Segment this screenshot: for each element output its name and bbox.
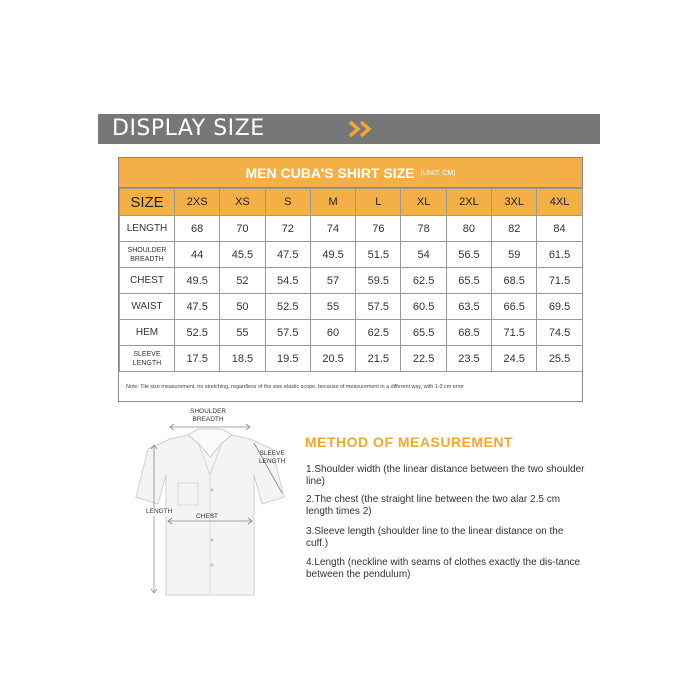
chest-label: CHEST — [196, 513, 219, 520]
method-title: METHOD OF MEASUREMENT — [305, 434, 514, 450]
table-cell: 49.5 — [175, 268, 220, 294]
size-header-cell: M — [310, 189, 355, 216]
table-cell: 55 — [310, 294, 355, 320]
table-cell: 23.5 — [446, 346, 491, 372]
table-cell: 63.5 — [446, 294, 491, 320]
table-cell: 49.5 — [310, 242, 355, 268]
row-label: CHEST — [120, 268, 175, 294]
table-cell: 71.5 — [492, 320, 537, 346]
table-cell: 76 — [356, 216, 401, 242]
size-chart-title-text: MEN CUBA'S SHIRT SIZE — [245, 165, 415, 181]
table-row — [120, 268, 583, 294]
table-cell: 59 — [492, 242, 537, 268]
table-cell: 68 — [175, 216, 220, 242]
size-chart-title — [119, 158, 582, 188]
table-cell: 52.5 — [265, 294, 310, 320]
table-cell: 47.5 — [265, 242, 310, 268]
size-header-cell: 4XL — [537, 189, 582, 216]
table-cell: 54.5 — [265, 268, 310, 294]
table-cell: 68.5 — [492, 268, 537, 294]
row-label: WAIST — [120, 294, 175, 320]
table-cell: 54 — [401, 242, 446, 268]
row-label: LENGTH — [120, 216, 175, 242]
table-cell: 44 — [175, 242, 220, 268]
table-cell: 84 — [537, 216, 582, 242]
method-item-chest: 2.The chest (the straight line between the two alar 2.5 cm length times 2) — [306, 494, 561, 517]
table-cell: 52.5 — [175, 320, 220, 346]
table-cell: 61.5 — [537, 242, 582, 268]
size-header-cell: L — [356, 189, 401, 216]
table-row — [120, 216, 583, 242]
size-header-cell: S — [265, 189, 310, 216]
table-row — [120, 320, 583, 346]
table-cell: 50 — [220, 294, 265, 320]
length-label: LENGTH — [146, 508, 173, 515]
table-cell: 69.5 — [537, 294, 582, 320]
table-cell: 82 — [492, 216, 537, 242]
table-cell: 51.5 — [356, 242, 401, 268]
table-cell: 24.5 — [492, 346, 537, 372]
table-cell: 62.5 — [356, 320, 401, 346]
table-cell: 66.5 — [492, 294, 537, 320]
size-header-cell: 2XL — [446, 189, 491, 216]
table-row — [120, 294, 583, 320]
row-label: SLEEVE LENGTH — [120, 346, 175, 372]
method-item-shoulder: 1.Shoulder width (the linear distance between the two shoulder line) — [306, 464, 585, 487]
shirt-diagram — [130, 405, 290, 605]
method-item-sleeve: 3.Sleeve length (shoulder line to the linear distance on the cuff.) — [306, 526, 564, 549]
table-cell: 72 — [265, 216, 310, 242]
size-header-cell: 2XS — [175, 189, 220, 216]
table-cell: 57 — [310, 268, 355, 294]
double-chevron-right-icon — [348, 121, 378, 137]
table-cell: 52 — [220, 268, 265, 294]
table-cell: 56.5 — [446, 242, 491, 268]
table-row — [120, 346, 583, 372]
banner-title: DISPLAY SIZE — [112, 116, 265, 141]
size-header-cell: XS — [220, 189, 265, 216]
table-cell: 71.5 — [537, 268, 582, 294]
table-cell: 70 — [220, 216, 265, 242]
table-cell: 65.5 — [401, 320, 446, 346]
table-cell: 21.5 — [356, 346, 401, 372]
table-cell: 80 — [446, 216, 491, 242]
table-cell: 68.5 — [446, 320, 491, 346]
table-cell: 57.5 — [356, 294, 401, 320]
sleeve-length-label: SLEEVE LENGTH — [259, 450, 286, 465]
table-cell: 17.5 — [175, 346, 220, 372]
table-cell: 47.5 — [175, 294, 220, 320]
shirt-illustration — [130, 405, 290, 605]
table-row — [120, 242, 583, 268]
row-label: HEM — [120, 320, 175, 346]
size-header-cell: 3XL — [492, 189, 537, 216]
table-cell: 20.5 — [310, 346, 355, 372]
method-item-length: 4.Length (neckline with seams of clothes exactly the dis-tance between the pendulum) — [306, 557, 581, 580]
table-cell: 74.5 — [537, 320, 582, 346]
table-cell: 25.5 — [537, 346, 582, 372]
table-cell: 19.5 — [265, 346, 310, 372]
table-cell: 59.5 — [356, 268, 401, 294]
size-note: Note: Tile size measurement, no stretching, regardless of the size elastic scope, because of measurement in a different way, with 1-3 cm error — [126, 384, 465, 390]
size-header-row — [120, 189, 583, 216]
size-chart — [118, 157, 583, 402]
table-cell: 18.5 — [220, 346, 265, 372]
size-header-label: SIZE — [120, 189, 175, 216]
size-header-cell: XL — [401, 189, 446, 216]
shoulder-breadth-label: SHOULDER BREADTH — [190, 408, 227, 423]
size-chart-unit: (UNIT: CM) — [420, 170, 456, 178]
size-table — [119, 188, 583, 372]
table-cell: 62.5 — [401, 268, 446, 294]
table-cell: 55 — [220, 320, 265, 346]
table-cell: 22.5 — [401, 346, 446, 372]
table-cell: 60.5 — [401, 294, 446, 320]
table-cell: 78 — [401, 216, 446, 242]
table-cell: 65.5 — [446, 268, 491, 294]
display-size-banner — [98, 114, 600, 144]
row-label: SHOULDER BREADTH — [120, 242, 175, 268]
table-cell: 74 — [310, 216, 355, 242]
table-cell: 45.5 — [220, 242, 265, 268]
table-cell: 60 — [310, 320, 355, 346]
table-cell: 57.5 — [265, 320, 310, 346]
